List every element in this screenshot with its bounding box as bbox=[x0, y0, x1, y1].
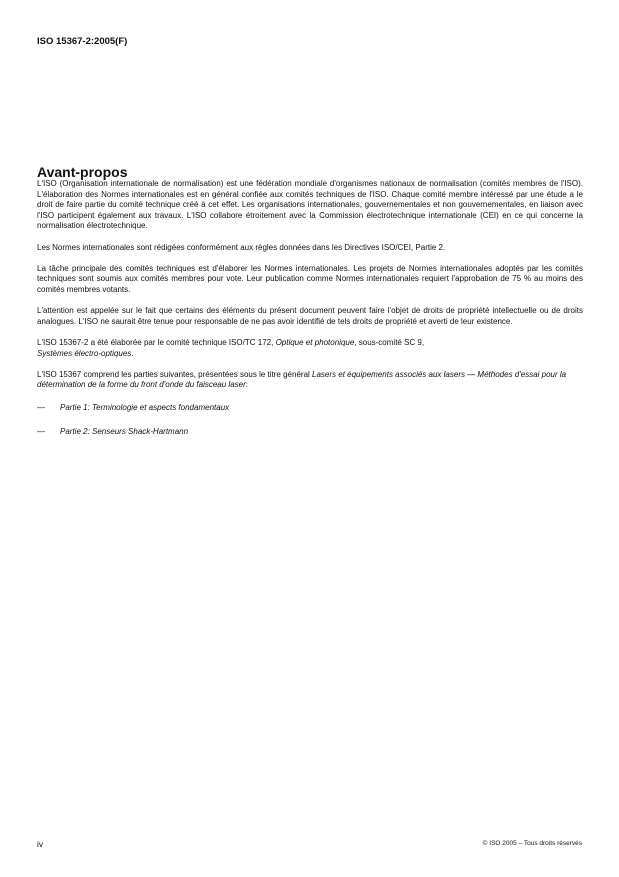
dash-bullet: — bbox=[37, 427, 45, 437]
part-label: Partie 2: Senseurs Shack-Hartmann bbox=[60, 427, 189, 437]
document-id-header: ISO 15367-2:2005(F) bbox=[37, 36, 128, 47]
copyright-notice: © ISO 2005 – Tous droits réservés bbox=[482, 840, 582, 847]
page-number: iv bbox=[37, 839, 44, 849]
text: : bbox=[245, 380, 248, 390]
text: , sous-comité SC 9, bbox=[354, 337, 425, 347]
paragraph-patent-rights: L'attention est appelée sur le fait que certains des éléments du présent document peuvent faire l'objet de droits de propriété intellectuelle ou de droits analogues. L'ISO ne saurait être tenue pour responsable de ne pas avoir identifié de tels droits de propriété et averti de leur existence. bbox=[37, 306, 583, 326]
paragraph-technical-committees: La tâche principale des comités techniques est d'élaborer les Normes internationales. Les projets de Normes internationales adoptés par les comités techniques sont soumis aux comités membres pour vote. Leur publication comme Normes internationales requiert l'approbation de 75 % au moins des comités membres votants. bbox=[37, 263, 583, 294]
page-title: Avant-propos bbox=[37, 164, 128, 180]
part-label: Partie 1: Terminologie et aspects fondamentaux bbox=[60, 403, 230, 413]
paragraph-parts-intro bbox=[37, 370, 583, 391]
dash-bullet: — bbox=[37, 403, 45, 413]
list-item bbox=[37, 427, 583, 438]
text: L'ISO 15367 comprend les parties suivantes, présentées sous le titre général bbox=[37, 369, 313, 379]
text: L'ISO 15367-2 a été élaborée par le comité technique ISO/TC 172, bbox=[37, 337, 276, 347]
text: . bbox=[131, 348, 134, 358]
paragraph-directives: Les Normes internationales sont rédigées conformément aux règles données dans les Directives ISO/CEI, Partie 2. bbox=[37, 242, 446, 252]
paragraph-iso-intro: L'ISO (Organisation internationale de normalisation) est une fédération mondiale d'organismes nationaux de normalisation (comités membres de l'ISO). L'élaboration des Normes internationales est en général confiée aux comités techniques de l'ISO. Chaque comité membre intéressé par une étude a le droit de faire partie du comité technique créé à cet effet. Les organisations internationales, gouvernementales et non gouvernementales, en liaison avec l'ISO participent également aux travaux. L'ISO collabore étroitement avec la Commission électrotechnique internationale (CEI) en ce qui concerne la normalisation électrotechnique. bbox=[37, 179, 583, 231]
committee-title: Optique et photonique bbox=[275, 337, 355, 347]
list-item bbox=[37, 403, 583, 414]
paragraph-prepared-by bbox=[37, 338, 583, 359]
series-title: Lasers et équipements associés aux lasers — Méthodes d'essai pour la détermination de la forme du front d'onde du faisceau laser bbox=[37, 369, 567, 390]
subcommittee-title: Systèmes électro-optiques bbox=[37, 348, 132, 358]
foreword-body bbox=[37, 179, 583, 451]
